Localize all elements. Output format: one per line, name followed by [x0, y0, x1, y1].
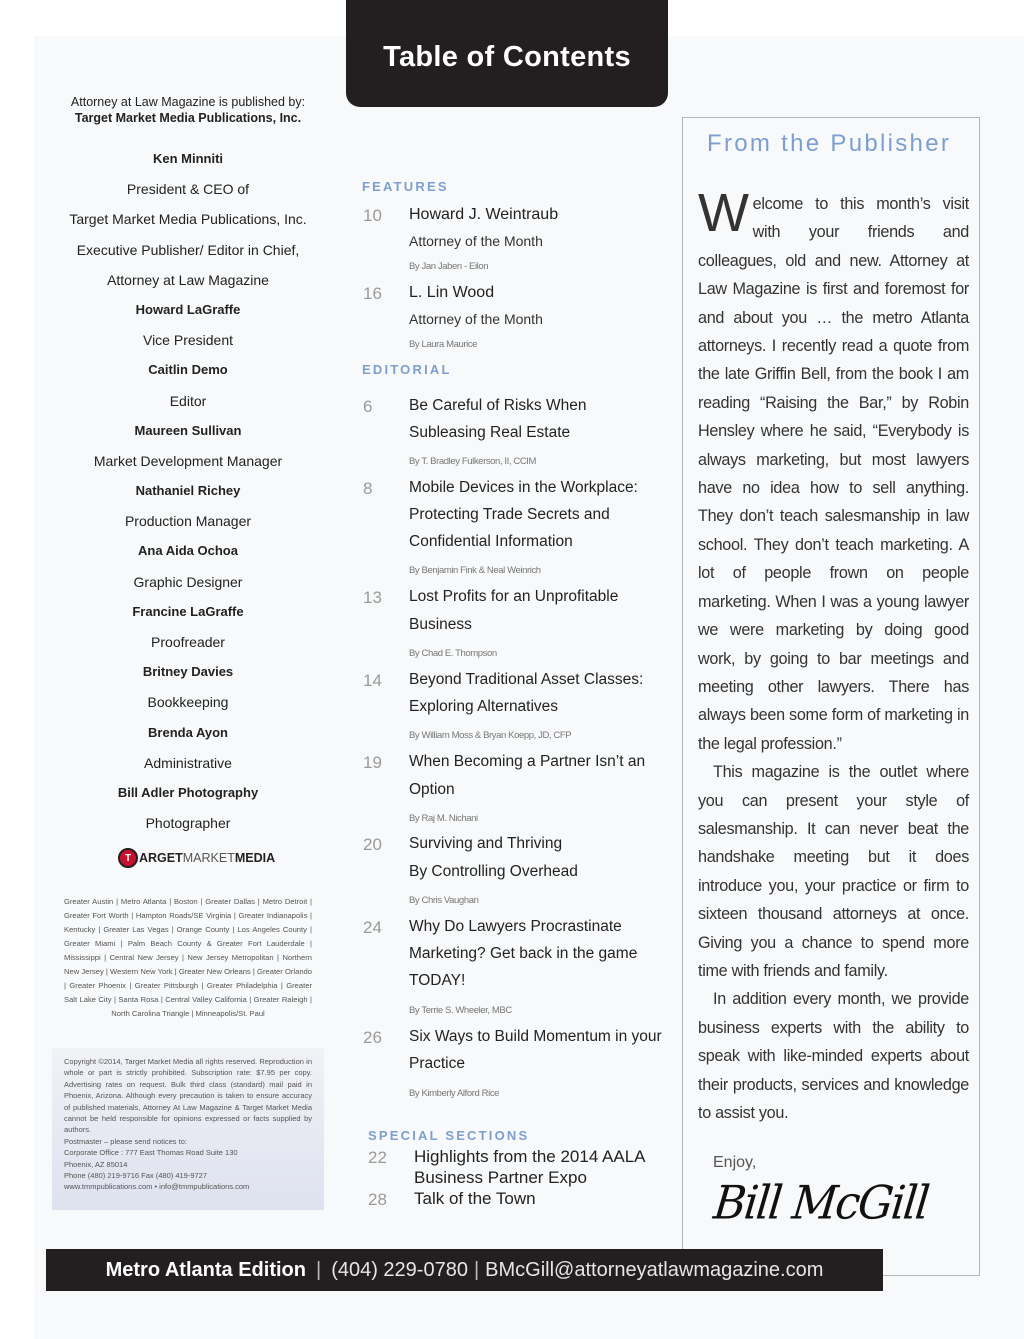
editorial-byline: By Raj M. Nichani [409, 813, 478, 824]
editorial-title[interactable]: Confidential Information [409, 533, 573, 550]
feature-title[interactable]: L. Lin Wood [409, 284, 495, 301]
staff-role: Bookkeeping [147, 694, 229, 711]
staff-role: Target Market Media Publications, Inc. [69, 211, 307, 228]
editorial-page-number: 26 [363, 1028, 382, 1047]
feature-subtitle: Attorney of the Month [409, 311, 543, 327]
letter-closing: Enjoy, [713, 1154, 757, 1171]
copyright-text: Copyright ©2014, Target Market Media all rights reserved. Reproduction in whole or part is strictly prohibited. Subscription rate: $7.95 per copy. Advertising rates on request. Bulk third class (standard) mail paid in Phoenix, Arizona. Although every precaution is taken to ensure accuracy of published materials, Attorney At Law Magazine & Target Market Media cannot be held responsible for opinions expressed or facts supplied by authors. [64, 1057, 312, 1135]
editorial-byline: By Benjamin Fink & Neal Weinrich [409, 565, 541, 576]
editorial-title[interactable]: Why Do Lawyers Procrastinate [409, 918, 622, 935]
staff-role: Editor [169, 392, 207, 409]
editorial-title[interactable]: Beyond Traditional Asset Classes: [409, 671, 644, 688]
editorial-title[interactable]: Six Ways to Build Momentum in your [409, 1028, 662, 1045]
editorial-page-number: 13 [363, 588, 382, 607]
footer-bar [46, 1249, 883, 1291]
editorial-title[interactable]: When Becoming a Partner Isn’t an [409, 753, 646, 770]
publisher-info-line: Attorney at Law Magazine is published by: [70, 95, 306, 109]
office-web: www.tmmpublications.com • info@tmmpublications.com [64, 1182, 250, 1192]
staff-role: Executive Publisher/ Editor in Chief, [76, 241, 300, 258]
editorial-page-number: 19 [363, 753, 382, 772]
special-title[interactable]: Talk of the Town [414, 1189, 536, 1208]
staff-name: Francine LaGraffe [132, 603, 244, 619]
publisher-info [52, 94, 324, 126]
feature-title[interactable]: Howard J. Weintraub [409, 206, 559, 223]
feature-byline: By Jan Jaben - Eilon [409, 261, 489, 272]
special-title[interactable]: Business Partner Expo [414, 1168, 587, 1187]
editorial-page-number: 14 [363, 671, 382, 690]
staff-role: President & CEO of [126, 181, 250, 198]
special-sections-heading: SPECIAL SECTIONS [368, 1128, 530, 1143]
editorial-page-number: 8 [363, 479, 373, 498]
drop-cap: W [698, 183, 749, 243]
footer-email[interactable]: BMcGill@attorneyatlawmagazine.com [485, 1258, 824, 1281]
letter-paragraph: elcome to this month’s visit with your friends and colleagues, old and new. Attorney at Law Magazine is first and foremost for and about you … the metro Atlanta attorneys. I recently read a quote from the late Griffin Bell, from the book I am reading “Raising the Bar,” by Robin Hensley where he said, “Everybody is always marketing, but most lawyers have no idea how to sell anything. They don’t teach salesmanship in law school. They don’t teach marketing. A lot of people frown on people marketing. When I was a young lawyer we were marketing by doing good work, by going to bar meetings and meeting other lawyers. There has always been some form of marketing in the legal profession.” [698, 195, 969, 753]
editorial-heading: EDITORIAL [362, 362, 452, 377]
publisher-letter-body [698, 183, 969, 1127]
special-page-number: 22 [368, 1148, 387, 1167]
postmaster-text: Postmaster – please send notices to: [64, 1136, 187, 1146]
editorial-title[interactable]: Be Careful of Risks When [409, 397, 587, 414]
features-heading: FEATURES [362, 179, 449, 194]
footer-separator: | [473, 1258, 480, 1281]
office-address: Corporate Office : 777 East Thomas Road Suite 130 [64, 1148, 238, 1158]
staff-name: Ken Minniti [152, 151, 224, 166]
staff-list [52, 144, 324, 838]
target-market-media-logo: T ARGET MARKET MEDIA [118, 846, 275, 870]
staff-name: Britney Davies [142, 664, 234, 680]
editorial-title[interactable]: Subleasing Real Estate [409, 424, 571, 441]
editorial-page-number: 24 [363, 918, 382, 937]
editorial-title[interactable]: By Controlling Overhead [409, 863, 578, 880]
letter-paragraph: This magazine is the outlet where you can present your style of salesmanship. It can never beat the handshake meeting but it does introduce you, your practice or firm to sixteen thousand attorneys at once. Giving you a chance to spend more time with friends and family. [698, 763, 969, 980]
editorial-title[interactable]: Surviving and Thriving [409, 835, 563, 852]
special-page-number: 28 [368, 1190, 387, 1209]
feature-subtitle: Attorney of the Month [409, 233, 543, 249]
staff-name: Bill Adler Photography [117, 784, 259, 800]
staff-role: Market Development Manager [93, 452, 283, 469]
staff-name: Ana Aida Ochoa [138, 543, 238, 559]
editorial-title[interactable]: Lost Profits for an Unprofitable [409, 588, 619, 605]
editorial-title[interactable]: Marketing? Get back in the game [409, 945, 638, 962]
staff-role: Photographer [145, 815, 231, 832]
editorial-page-number: 6 [363, 397, 373, 416]
staff-role: Graphic Designer [133, 573, 243, 590]
publisher-company: Target Market Media Publications, Inc. [74, 111, 302, 125]
staff-role: Administrative [144, 754, 232, 771]
editorial-byline: By William Moss & Bryan Koepp, JD, CFP [409, 730, 572, 741]
staff-role: Vice President [142, 332, 233, 349]
staff-role: Proofreader [151, 634, 225, 650]
staff-name: Nathaniel Richey [135, 483, 241, 499]
page-title [346, 0, 668, 107]
staff-name: Caitlin Demo [148, 362, 228, 378]
feature-page-number: 10 [363, 206, 382, 225]
logo-mark-icon: T [118, 848, 138, 868]
editorial-title[interactable]: Business [409, 616, 472, 633]
editorial-title[interactable]: Mobile Devices in the Workplace: [409, 479, 638, 496]
copyright-box [52, 1048, 324, 1210]
city-editions-list: Greater Austin | Metro Atlanta | Boston | Greater Dallas | Metro Detroit | Greater Fort Worth | Hampton Roads/SE Virginia | Greater Indianapolis | Kentucky | Greater Las Vegas | Orange County | Los Angeles County | Greater Miami | Palm Beach County & Greater Fort Lauderdale | Mississippi | Central New Jersey | New Jersey Metropolitan | Northern New Jersey | Western New York | Greater New Orleans | Greater Orlando | Greater Phoenix | Greater Pittsburgh | Greater Philadelphia | Greater Salt Lake City | Santa Rosa | Central Valley California | Greater Raleigh | North Carolina Triangle | Minneapolis/St. Paul [64, 897, 312, 1018]
footer-phone[interactable]: (404) 229-0780 [331, 1258, 468, 1281]
editorial-title[interactable]: Protecting Trade Secrets and [409, 506, 610, 523]
editorial-title[interactable]: Practice [409, 1055, 465, 1072]
editorial-byline: By Chad E. Thompson [409, 648, 497, 659]
staff-role: Production Manager [124, 513, 252, 530]
staff-role: Attorney at Law Magazine [107, 271, 269, 288]
page-title-text: Table of Contents [383, 41, 631, 73]
office-city: Phoenix, AZ 85014 [64, 1159, 128, 1169]
feature-page-number: 16 [363, 284, 382, 303]
editorial-title[interactable]: Exploring Alternatives [409, 698, 559, 715]
letter-paragraph: In addition every month, we provide business experts with the ability to speak with like-minded experts about their products, services and knowledge to assist you. [698, 990, 969, 1122]
editorial-byline: By Chris Vaughan [409, 895, 479, 906]
staff-name: Maureen Sullivan [134, 422, 242, 438]
editorial-byline: By Terrie S. Wheeler, MBC [409, 1005, 512, 1016]
special-title[interactable]: Highlights from the 2014 AALA [414, 1147, 646, 1166]
editorial-title[interactable]: Option [409, 781, 455, 798]
staff-name: Brenda Ayon [148, 724, 228, 740]
publisher-letter-title: From the Publisher [707, 130, 952, 157]
feature-byline: By Laura Maurice [409, 339, 478, 350]
footer-separator: | [315, 1258, 322, 1281]
publisher-signature: Bill McGill [711, 1176, 931, 1231]
office-phone: Phone (480) 219-9716 Fax (480) 419-9727 [64, 1171, 208, 1181]
edition-name: Metro Atlanta Edition [105, 1258, 306, 1281]
staff-name: Howard LaGraffe [135, 301, 241, 317]
editorial-byline: By Kimberly Alford Rice [409, 1088, 500, 1099]
editorial-title[interactable]: TODAY! [409, 972, 466, 989]
editorial-byline: By T. Bradley Fulkerson, II, CCIM [409, 456, 537, 467]
editorial-page-number: 20 [363, 835, 382, 854]
